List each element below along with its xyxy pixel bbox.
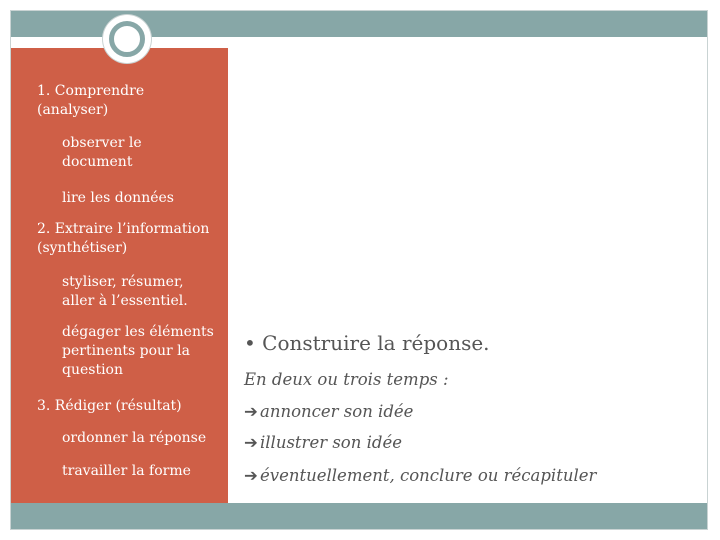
step1-sub1: observer le document [62,135,142,170]
step1-heading: 1. Comprendre (analyser) [37,83,145,118]
ring-icon [103,15,151,63]
ring-inner [109,21,145,57]
arrow-right-icon: ➔ [244,433,258,452]
step2-sub1: styliser, résumer, aller à l’essentiel. [62,274,188,309]
step3-heading: 3. Rédiger (résultat) [37,398,182,414]
item-3-text: éventuellement, conclure ou récapituler [260,466,597,485]
heading-bullet: • [244,331,256,355]
arrow-right-icon: ➔ [244,402,258,421]
response-heading [244,331,490,355]
heading-text: Construire la réponse. [262,331,490,355]
step1-sub2: lire les données [62,190,174,206]
item-2 [244,433,402,453]
item-2-text: illustrer son idée [260,433,402,452]
arrow-right-icon: ➔ [244,466,258,485]
left-panel [11,48,228,503]
item-1 [244,402,413,422]
intro-text: En deux ou trois temps : [244,370,449,389]
step3-sub2: travailler la forme [62,463,191,479]
step3-sub1: ordonner la réponse [62,430,207,446]
bottom-bar [11,503,707,529]
step2-heading: 2. Extraire l’information (synthétiser) [37,221,210,256]
item-1-text: annoncer son idée [260,402,414,421]
step2-sub2: dégager les éléments pertinents pour la question [62,324,214,378]
item-3 [244,466,596,486]
